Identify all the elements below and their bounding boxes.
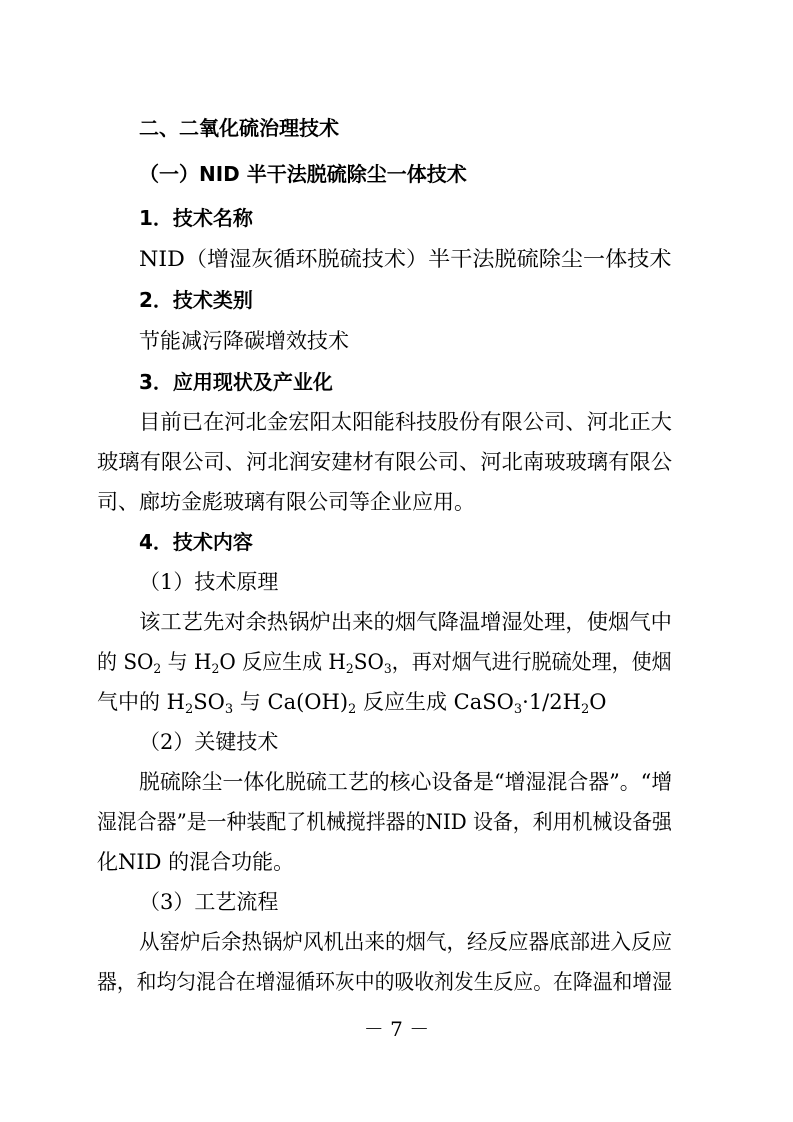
- subscript: 3: [224, 702, 234, 717]
- principle-line1: 该工艺先对余热锅炉出来的烟气降温增湿处理，使烟气中: [139, 610, 672, 634]
- process-line2: 器，和均匀混合在增湿循环灰中的吸收剂发生反应。在降温和增湿: [97, 970, 673, 994]
- principle-line3-part: 反应生成 CaSO: [356, 690, 514, 714]
- process-line1: 从窑炉后余热锅炉风机出来的烟气，经反应器底部进入反应: [139, 930, 673, 954]
- subscript: 3: [383, 662, 392, 677]
- key-tech-line1: 脱硫除尘一体化脱硫工艺的核心设备是“增湿混合器”。“增: [139, 770, 673, 794]
- key-tech-line2: 湿混合器”是一种装配了机械搅拌器的NID 设备，利用机械设备强: [97, 810, 672, 834]
- principle-line2-part: 与 H: [161, 650, 212, 674]
- subscript: 2: [345, 662, 354, 677]
- subscript: 2: [580, 702, 590, 717]
- sub-heading: （一）NID 半干法脱硫除尘一体技术: [139, 162, 467, 186]
- process-title: （3）工艺流程: [139, 890, 279, 914]
- principle-line2-part: 的 SO: [97, 650, 154, 674]
- principle-title: （1）技术原理: [139, 570, 279, 594]
- item2-body: 节能减污降碳增效技术: [139, 329, 349, 353]
- page-number: － 7 －: [363, 1017, 430, 1041]
- item3-line3: 司、廊坊金彪玻璃有限公司等企业应用。: [97, 490, 475, 514]
- item2-title: 2．技术类别: [139, 288, 253, 312]
- principle-line2-part: O 反应生成 H: [219, 650, 346, 674]
- subscript: 2: [185, 702, 194, 717]
- principle-line3-part: ·1/2H: [522, 690, 581, 714]
- principle-line2-part: ，再对烟气进行脱硫处理，使烟: [391, 650, 672, 674]
- item3-title: 3．应用现状及产业化: [139, 370, 333, 394]
- subscript: 2: [211, 662, 220, 677]
- key-tech-line3: 化NID 的混合功能。: [97, 850, 295, 874]
- section-heading: 二、二氧化硫治理技术: [139, 116, 339, 140]
- subscript: 3: [513, 702, 523, 717]
- item3-line1: 目前已在河北金宏阳太阳能科技股份有限公司、河北正大: [139, 410, 672, 434]
- principle-line3-part: SO: [193, 690, 225, 714]
- item3-line2: 玻璃有限公司、河北润安建材有限公司、河北南玻玻璃有限公: [97, 450, 672, 474]
- principle-line2: [97, 642, 672, 682]
- subscript: 2: [153, 662, 162, 677]
- principle-line3-part: O: [589, 690, 607, 714]
- principle-line3: [97, 682, 606, 722]
- key-tech-title: （2）关键技术: [139, 730, 279, 754]
- principle-line3-part: 与 Ca(OH): [233, 690, 349, 714]
- subscript: 2: [348, 702, 357, 717]
- principle-line3-part: 气中的 H: [97, 690, 185, 714]
- item1-title: 1．技术名称: [139, 206, 253, 230]
- item1-body: NID（增湿灰循环脱硫技术）半干法脱硫除尘一体技术: [139, 247, 672, 271]
- principle-line2-part: SO: [353, 650, 384, 674]
- item4-title: 4．技术内容: [139, 530, 253, 554]
